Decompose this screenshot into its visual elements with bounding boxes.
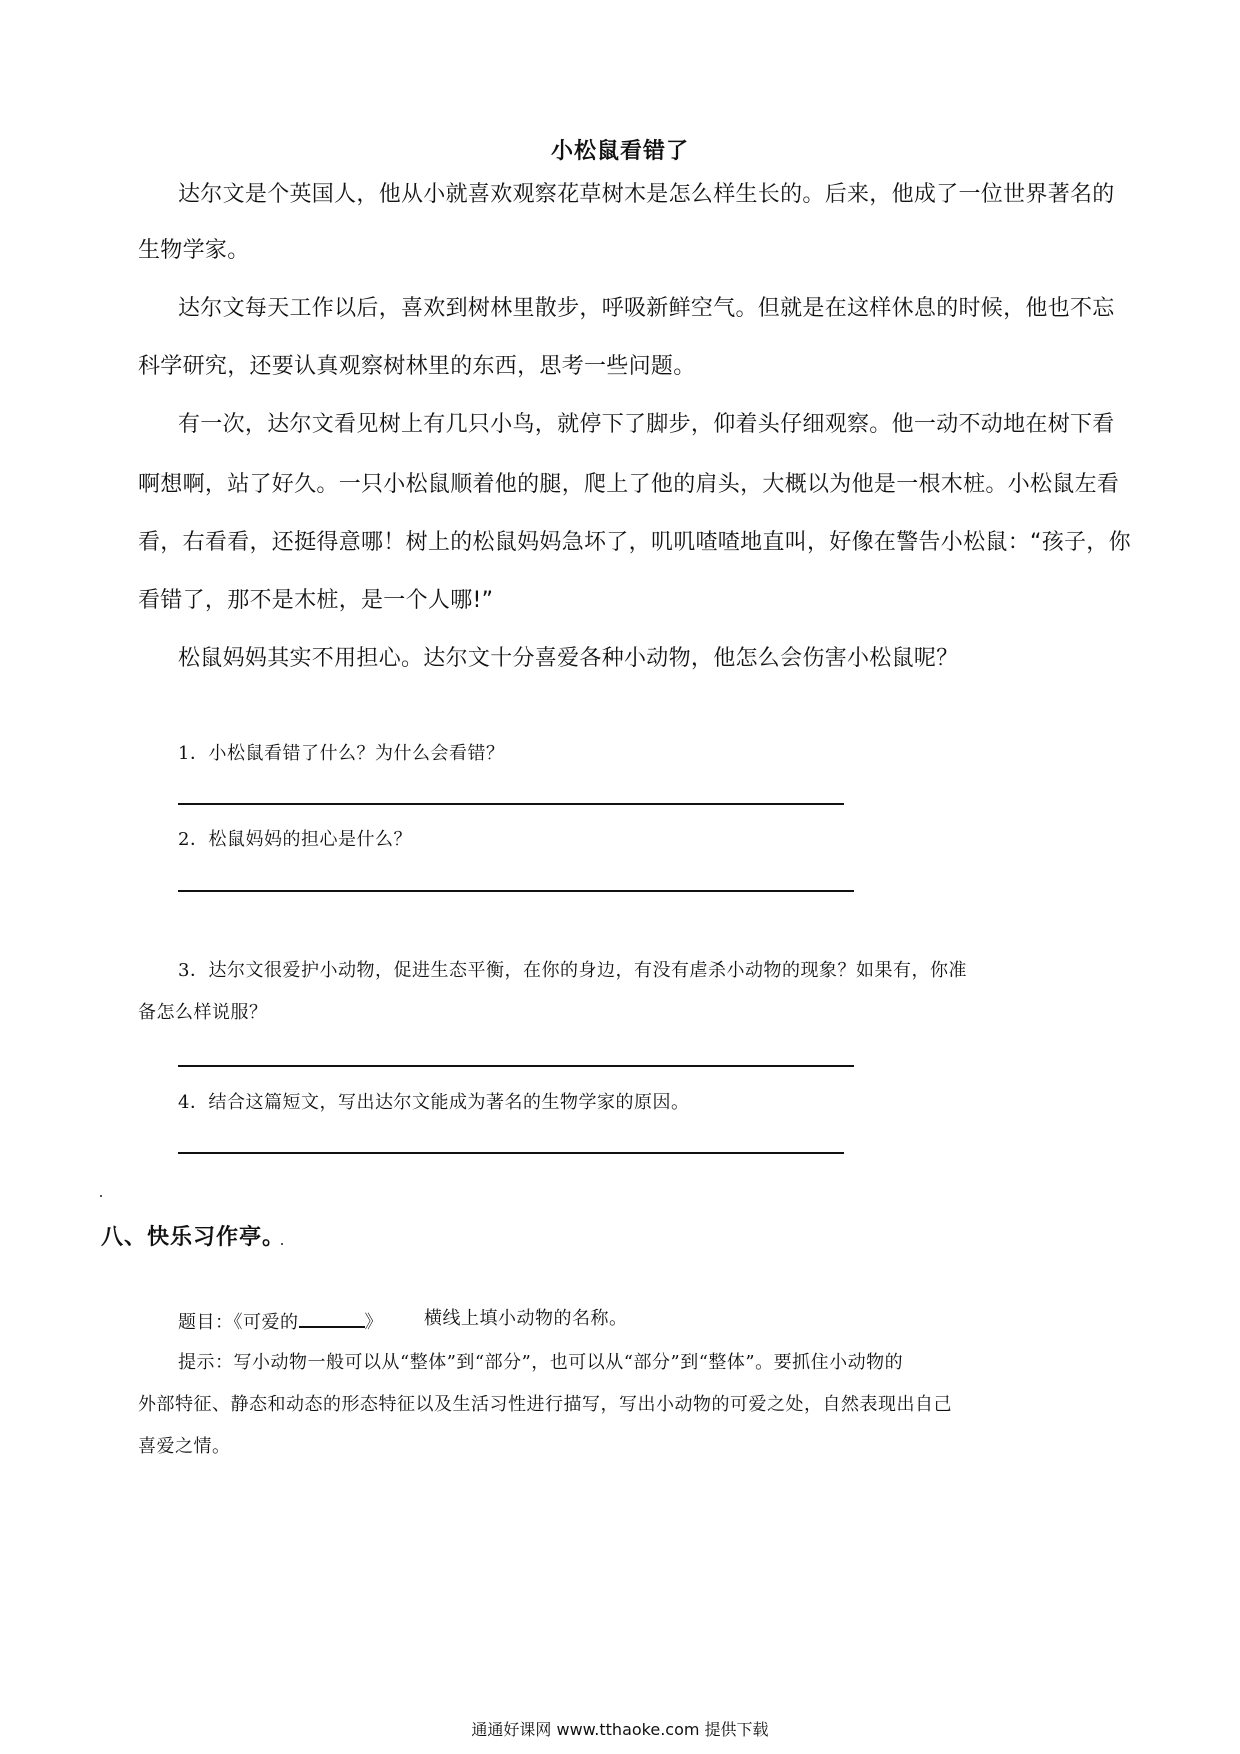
tip-line-1: 提示：写小动物一般可以从“整体”到“部分”，也可以从“部分”到“整体”。要抓住小动物的: [178, 1352, 904, 1373]
story-line-3: 达尔文每天工作以后，喜欢到树林里散步，呼吸新鲜空气。但就是在这样休息的时候，他也不忘: [178, 296, 1115, 321]
footer-text: 通通好课网 www.tthaoke.com 提供下载: [471, 1720, 769, 1739]
tip-line-3: 喜爱之情。: [138, 1436, 231, 1457]
story-line-7: 看，右看看，还挺得意哪！树上的松鼠妈妈急坏了，叽叽喳喳地直叫，好像在警告小松鼠：“孩子，你: [138, 530, 1131, 555]
story-title: 小松鼠看错了: [550, 139, 689, 164]
question-2: 2．松鼠妈妈的担心是什么？: [178, 829, 412, 850]
question-1: 1．小松鼠看错了什么？为什么会看错？: [178, 743, 505, 764]
scan-dot: [100, 1195, 102, 1197]
story-line-1: 达尔文是个英国人，他从小就喜欢观察花草树木是怎么样生长的。后来，他成了一位世界著名的: [178, 182, 1115, 207]
topic-prefix: 题目：《可爱的: [178, 1312, 299, 1333]
question-3-line-1: 3．达尔文很爱护小动物，促进生态平衡，在你的身边，有没有虐杀小动物的现象？如果有，你准: [178, 960, 967, 981]
story-line-5: 有一次，达尔文看见树上有几只小鸟，就停下了脚步，仰着头仔细观察。他一动不动地在树下看: [178, 412, 1115, 437]
story-line-6: 啊想啊，站了好久。一只小松鼠顺着他的腿，爬上了他的肩头，大概以为他是一根木桩。小松鼠左看: [138, 472, 1120, 497]
answer-line-4[interactable]: [178, 1152, 844, 1154]
story-line-2: 生物学家。: [138, 238, 250, 263]
answer-line-1[interactable]: [178, 803, 844, 805]
topic-note: 横线上填小动物的名称。: [424, 1308, 628, 1329]
answer-line-2[interactable]: [178, 890, 854, 892]
answer-line-3[interactable]: [178, 1065, 854, 1067]
story-line-4: 科学研究，还要认真观察树林里的东西，思考一些问题。: [138, 354, 696, 379]
question-3-line-2: 备怎么样说服？: [138, 1002, 268, 1023]
topic-blank[interactable]: [299, 1306, 365, 1328]
tip-line-2: 外部特征、静态和动态的形态特征以及生活习性进行描写，写出小动物的可爱之处，自然表现出自己: [138, 1394, 952, 1415]
topic-suffix: 》: [364, 1312, 383, 1333]
section-heading: 八、快乐习作亭。: [101, 1224, 286, 1250]
story-line-8: 看错了，那不是木桩，是一个人哪!”: [138, 588, 494, 613]
question-4: 4．结合这篇短文，写出达尔文能成为著名的生物学家的原因。: [178, 1092, 690, 1113]
composition-topic: [178, 1306, 383, 1336]
story-line-9: 松鼠妈妈其实不用担心。达尔文十分喜爱各种小动物，他怎么会伤害小松鼠呢？: [178, 646, 959, 671]
